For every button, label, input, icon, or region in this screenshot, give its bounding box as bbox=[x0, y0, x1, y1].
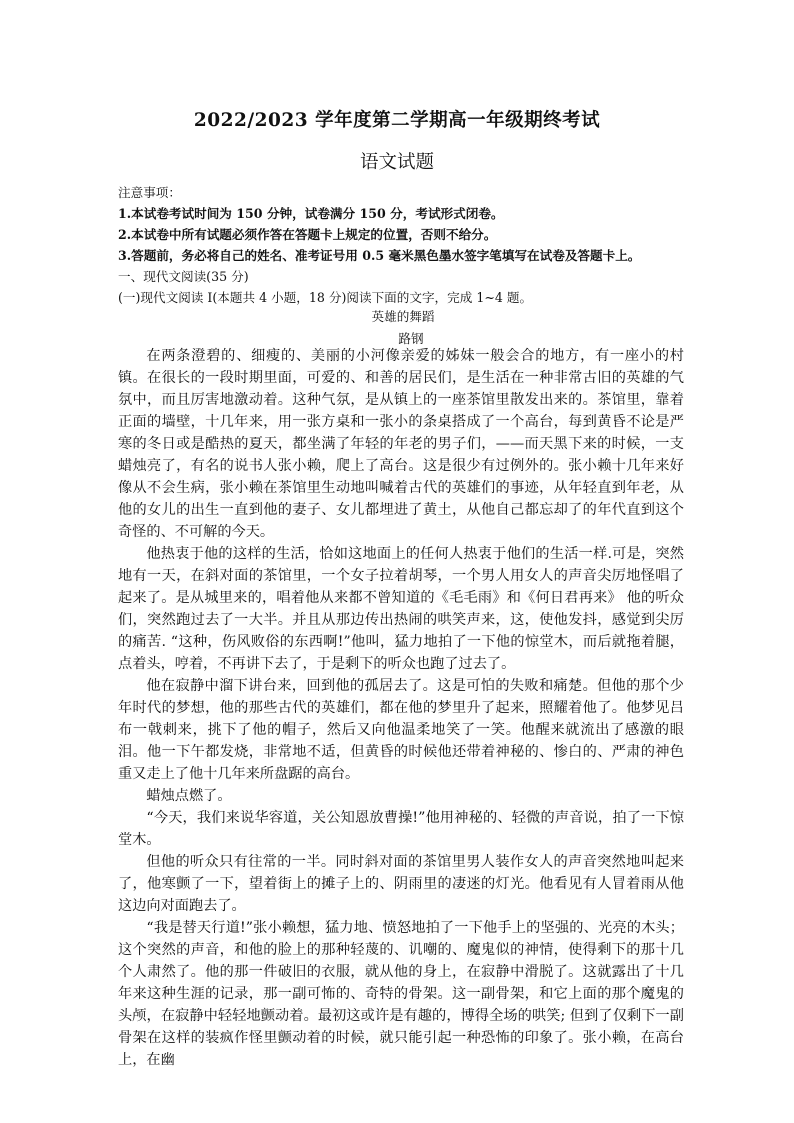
essay-title: 英雄的舞蹈 bbox=[371, 309, 435, 324]
essay-paragraph: 蜡烛点燃了。 bbox=[146, 788, 232, 804]
exam-title: 2022/2023 学年度第二学期高一年级期终考试 bbox=[193, 110, 601, 131]
subsection-heading: (一)现代文阅读 I(本题共 4 小题，18 分)阅读下面的文字，完成 1~4 题。 bbox=[118, 290, 533, 305]
exam-subtitle: 语文试题 bbox=[359, 152, 434, 173]
instruction-item: 1.本试卷考试时间为 150 分钟，试卷满分 150 分，考试形式闭卷。 bbox=[118, 206, 504, 221]
instructions-heading: 注意事项： bbox=[118, 185, 181, 200]
instruction-item: 3.答题前，务必将自己的姓名、准考证号用 0.5 毫米黑色墨水签字笔填写在试卷及答题卡上。 bbox=[118, 248, 641, 263]
instruction-item: 2.本试卷中所有试题必须作答在答题卡上规定的位置，否则不给分。 bbox=[118, 227, 497, 242]
essay-paragraph: 在两条澄碧的、细瘦的、美丽的小河像亲爱的姊妹一般会合的地方，有一座小的村镇。在很长的一段时期里面，可爱的、和善的居民们，是生活在一种非常古旧的英雄的气氛中，而且厉害地激动着。这种气氛，是从镇上的一座茶馆里散发出来的。茶馆里，靠着正面的墙壁，十几年来，用一张方桌和一张小的条桌搭成了一个高台，每到黄昏不论是严寒的冬日或是酷热的夏天，都坐满了年轻的年老的男子们，——而天黑下来的时候，一支蜡烛亮了，有名的说书人张小赖，爬上了高台。这是很少有过例外的。张小赖十几年来好像从不会生病，张小赖在茶馆里生动地叫喊着古代的英雄们的事迹，从年轻直到年老，从他的女儿的出生一直到他的妻子、女儿都埋进了黄土，从他自己都忘却了的年代直到这个奇怪的、不可解的今天。 bbox=[118, 348, 684, 540]
essay-author: 路钢 bbox=[398, 331, 424, 346]
essay-paragraph: 他热衷于他的这样的生活，恰如这地面上的任何人热衷于他们的生活一样.可是，突然地有一天，在斜对面的茶馆里，一个女子拉着胡琴，一个男人用女人的声音尖厉地怪唱了起来了。是从城里来的，唱着他从来都不曾知道的《毛毛雨》和《何日君再来》 他的听众们，突然跑过去了一大半。并且从那边传出热闹的哄笑声来，这，使他发抖，感觉到尖厉的痛苦. “这种，伤风败俗的东西啊!”他叫，猛力地拍了一下他的惊堂木，而后就拖着腿，点着头，哼着，不再讲下去了，于是剩下的听众也跑了过去了。 bbox=[118, 546, 684, 672]
essay-paragraph: 但他的听众只有往常的一半。同时斜对面的茶馆里男人装作女人的声音突然地叫起来了，他寒颤了一下，望着街上的摊子上的、阴雨里的凄迷的灯光。他看见有人冒着雨从他这边向对面跑去了。 bbox=[118, 854, 684, 914]
essay-paragraph: “我是替天行道!”张小赖想，猛力地、愤怒地拍了一下他手上的坚强的、光亮的木头；这个突然的声音，和他的脸上的那种轻蔑的、讥嘲的、魔鬼似的神情，使得剩下的那十几个人肃然了。他的那一件破旧的衣服，就从他的身上，在寂静中滑脱了。这就露出了十几年来这种生涯的记录，那一副可怖的、奇特的骨架。这一副骨架，和它上面的那个魔鬼的头颅，在寂静中轻轻地颤动着。最初这或许是有趣的，博得全场的哄笑; 但到了仅剩下一副骨架在这样的装疯作怪里颤动着的时候，就只能引起一种恐怖的印象了。张小赖，在高台上，在幽 bbox=[118, 920, 684, 1068]
essay-body bbox=[118, 345, 684, 1071]
section-heading: 一、现代文阅读(35 分) bbox=[118, 269, 249, 284]
exam-instructions bbox=[118, 182, 688, 308]
essay-paragraph: 他在寂静中溜下讲台来，回到他的孤居去了。这是可怕的失败和痛楚。但他的那个少年时代的梦想，他的那些古代的英雄们，都在他的梦里升了起来，照耀着他了。他梦见吕布一戟刺来，挑下了他的帽子，然后又向他温柔地笑了一笑。他醒来就流出了感激的眼泪。他一下午都发烧，非常地不适，但黄昏的时候他还带着神秘的、惨白的、严肃的神色重又走上了他十几年来所盘踞的高台。 bbox=[118, 678, 684, 782]
essay-paragraph: “今天，我们来说华容道，关公知恩放曹操!”他用神秘的、轻微的声音说，拍了一下惊堂木。 bbox=[118, 810, 684, 848]
